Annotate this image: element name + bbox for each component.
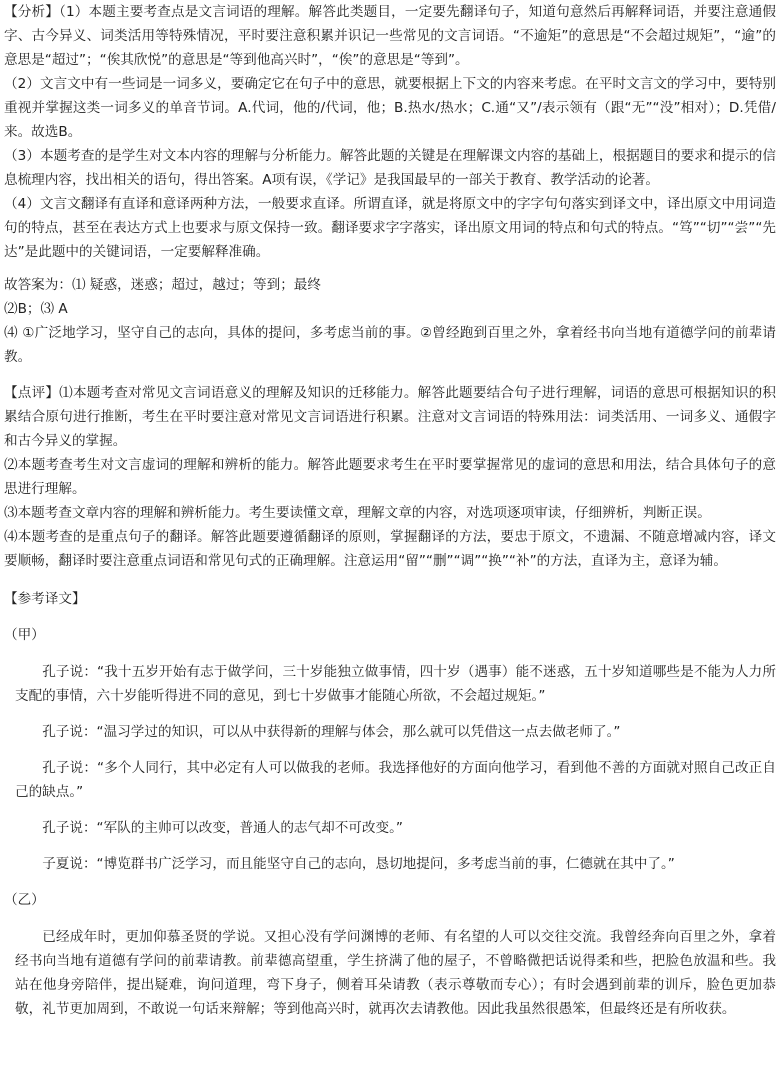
translation-part-jia-label: （甲）: [4, 627, 45, 643]
translation-jia-paragraph-5: 子夏说：“博览群书广泛学习，而且能坚守自己的志向，恳切地提问，多考虑当前的事，仁德就在其中了。”: [42, 856, 675, 872]
answer-line-1: 故答案为：⑴ 疑惑，迷惑；超过，越过；等到；最终: [4, 277, 321, 293]
comment-paragraph-1: 【点评】⑴本题考查对常见文言词语意义的理解及知识的迁移能力。解答此题要结合句子进行理解，词语的意思可根据知识的积累结合原句进行推断，考生在平时要注意对常见文言词语进行积累。注意对文言词语的特殊用法：词类活用、一词多义、通假字和古今异义的掌握。: [4, 385, 776, 449]
comment-paragraph-4: ⑷本题考查的是重点句子的翻译。解答此题要遵循翻译的原则，掌握翻译的方法，要忠于原文，不遗漏、不随意增减内容，译文要顺畅，翻译时要注意重点词语和常见句式的正确理解。注意运用“留”“删”“调”“换”“补”的方法，直译为主，意译为辅。: [4, 529, 776, 569]
comment-paragraph-2: ⑵本题考查考生对文言虚词的理解和辨析的能力。解答此题要求考生在平时要掌握常见的虚词的意思和用法，结合具体句子的意思进行理解。: [4, 457, 776, 497]
analysis-paragraph-1: 【分析】（1）本题主要考查点是文言词语的理解。解答此类题目，一定要先翻译句子，知道句意然后再解释词语，并要注意通假字、古今异义、词类活用等特殊情况，平时要注意积累并识记一些常见的文言词语。“不逾矩”的意思是“不会超过规矩”，“逾”的意思是“超过”；“俟其欣悦”的意思是“等到他高兴时”，“俟”的意思是“等到”。: [4, 4, 776, 68]
translation-jia-paragraph-3: 孔子说：“多个人同行，其中必定有人可以做我的老师。我选择他好的方面向他学习，看到他不善的方面就对照自己改正自己的缺点。”: [15, 760, 776, 800]
translation-jia-paragraph-2: 孔子说：“温习学过的知识，可以从中获得新的理解与体会，那么就可以凭借这一点去做老师了。”: [42, 724, 621, 740]
translation-part-yi-label: （乙）: [4, 892, 45, 908]
analysis-paragraph-4: （4）文言文翻译有直译和意译两种方法，一般要求直译。所谓直译，就是将原文中的字字句句落实到译文中，译出原文中用词造句的特点，甚至在表达方式上也要求与原文保持一致。翻译要求字字落实，译出原文用词的特点和句式的特点。“笃”“切”“尝”“先达”是此题中的关键词语，一定要解释准确。: [4, 196, 776, 260]
translation-section: [4, 587, 776, 1021]
translation-jia-paragraph-1: 孔子说：“我十五岁开始有志于做学问，三十岁能独立做事情，四十岁（遇事）能不迷惑，五十岁知道哪些是不能为人力所支配的事情，六十岁能听得进不同的意见，到七十岁做事才能随心所欲，不会超过规矩。”: [15, 664, 776, 704]
translation-jia-paragraph-4: 孔子说：“军队的主帅可以改变，普通人的志气却不可改变。”: [42, 820, 403, 836]
analysis-paragraph-2: （2）文言文中有一些词是一词多义，要确定它在句子中的意思，就要根据上下文的内容来考虑。在平时文言文的学习中，要特别重视并掌握这类一词多义的单音节词。A.代词，他的/代词，他；B.热水/热水；C.通“又”/表示领有（跟“无”“没”相对）；D.凭借/来。故选B。: [4, 76, 776, 140]
translation-yi-paragraph: 已经成年时，更加仰慕圣贤的学说。又担心没有学问渊博的老师、有名望的人可以交往交流。我曾经奔向百里之外，拿着经书向当地有道德有学问的前辈请教。前辈德高望重，学生挤满了他的屋子，不曾略微把话说得柔和些，把脸色放温和些。我站在他身旁陪伴，提出疑难，询问道理，弯下身子，侧着耳朵请教（表示尊敬而专心）；有时会遇到前辈的训斥，脸色更加恭敬，礼节更加周到，不敢说一句话来辩解；等到他高兴时，就再次去请教他。因此我虽然很愚笨，但最终还是有所收获。: [15, 929, 776, 1017]
comment-paragraph-3: ⑶本题考查文章内容的理解和辨析能力。考生要读懂文章，理解文章的内容，对选项逐项审读，仔细辨析，判断正误。: [4, 505, 711, 521]
analysis-paragraph-3: （3）本题考查的是学生对文本内容的理解与分析能力。解答此题的关键是在理解课文内容的基础上，根据题目的要求和提示的信息梳理内容，找出相关的语句，得出答案。A项有误，《学记》是我国最早的一部关于教育、教学活动的论著。: [4, 148, 776, 188]
answer-line-3: ⑷ ①广泛地学习，坚守自己的志向，具体的提问，多考虑当前的事。②曾经跑到百里之外，拿着经书向当地有道德学问的前辈请教。: [4, 325, 776, 365]
analysis-section: [4, 0, 776, 264]
answer-line-2: ⑵B；⑶ A: [4, 301, 68, 317]
translation-heading: 【参考译文】: [4, 591, 86, 607]
comment-section: [4, 381, 776, 573]
answer-section: [4, 273, 776, 369]
